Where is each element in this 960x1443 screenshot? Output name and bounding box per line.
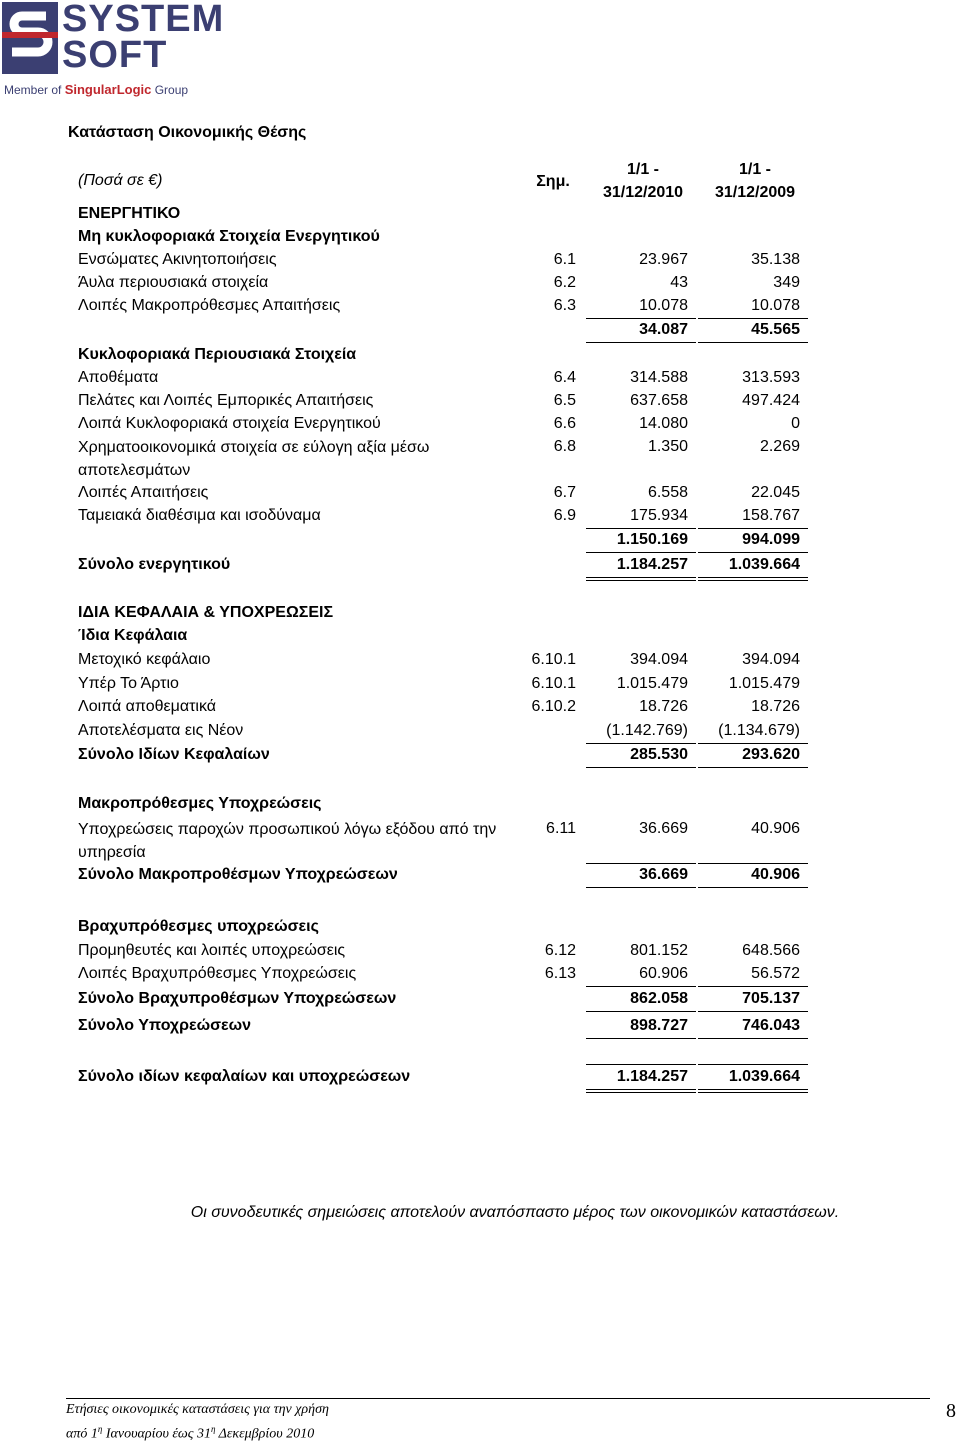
row-value-2010: 1.150.169 <box>616 531 688 548</box>
rule <box>698 577 808 578</box>
subsection-heading-current-liabilities <box>78 916 818 938</box>
total-row-liabilities <box>78 1015 818 1037</box>
rule <box>586 887 696 888</box>
row-value-2009: 40.906 <box>751 820 800 837</box>
footer-line-2-pre: από 1 <box>66 1426 98 1442</box>
table-row <box>78 272 818 294</box>
row-label: Άυλα περιουσιακά στοιχεία <box>78 274 269 291</box>
row-label: Χρηματοοικονομικά στοιχεία σε εύλογη αξία μέσω αποτελεσμάτων <box>78 439 430 479</box>
total-row-assets <box>78 554 818 576</box>
rule <box>586 986 696 987</box>
row-label: Σύνολο Ιδίων Κεφαλαίων <box>78 746 270 763</box>
row-note: 6.12 <box>544 942 576 959</box>
subsection-heading-noncurrent-assets <box>78 226 818 248</box>
row-value-2009: 1.039.664 <box>728 556 800 573</box>
row-value-2010: (1.142.769) <box>606 722 688 739</box>
column-2010-header-line1: 1/1 - <box>626 161 659 178</box>
row-note: 6.8 <box>553 438 576 455</box>
footer-sup-1: η <box>97 1424 103 1434</box>
row-label: Λοιπές Απαιτήσεις <box>78 484 209 501</box>
row-value-2009: 40.906 <box>751 866 800 883</box>
table-row <box>78 295 818 317</box>
footer-sup-2: η <box>210 1424 216 1434</box>
row-value-2009: 313.593 <box>742 369 800 386</box>
table-row <box>78 367 818 389</box>
row-label: Αποτελέσματα εις Νέον <box>78 722 244 739</box>
rule <box>698 1089 808 1090</box>
row-value-2009: 349 <box>773 274 800 291</box>
rule <box>586 577 696 578</box>
row-label: Υποχρεώσεις παροχών προσωπικού λόγω εξόδου από την υπηρεσία <box>78 821 497 861</box>
table-row <box>78 673 818 695</box>
row-note: 6.11 <box>546 820 576 837</box>
row-label: Ενσώματες Ακινητοποιήσεις <box>78 251 277 268</box>
table-row <box>78 963 818 985</box>
row-value-2009: 56.572 <box>751 965 800 982</box>
row-note: 6.9 <box>553 507 576 524</box>
row-label: Βραχυπρόθεσμες υποχρεώσεις <box>78 918 319 935</box>
subsection-heading-noncurrent-liabilities <box>78 793 818 815</box>
row-value-2009: 648.566 <box>742 942 800 959</box>
row-note: 6.10.1 <box>531 651 576 668</box>
row-value-2009: 45.565 <box>751 321 800 338</box>
table-row <box>78 696 818 718</box>
footer-line-1: Ετήσιες οικονομικές καταστάσεις για την χρήση <box>66 1402 329 1417</box>
rule <box>698 1011 808 1012</box>
table-row <box>78 940 818 962</box>
row-note: 6.2 <box>553 274 576 291</box>
row-value-2010: 60.906 <box>639 965 688 982</box>
table-row <box>78 390 818 412</box>
section-heading-equity-liabilities <box>78 602 818 624</box>
row-label: Σύνολο Υποχρεώσεων <box>78 1017 252 1034</box>
row-value-2010: 801.152 <box>630 942 688 959</box>
rule <box>586 767 696 768</box>
company-logo <box>0 0 225 104</box>
row-label: Μακροπρόθεσμες Υποχρεώσεις <box>78 795 322 812</box>
logo-word-soft: SOFT <box>62 34 168 76</box>
total-row-current-liabilities <box>78 988 818 1010</box>
row-value-2009: 705.137 <box>742 990 800 1007</box>
subsection-heading-current-assets <box>78 344 818 366</box>
row-value-2010: 10.078 <box>639 297 688 314</box>
subsection-heading-equity <box>78 625 818 647</box>
rule <box>698 552 808 553</box>
rule <box>586 1064 696 1065</box>
rule <box>586 342 696 343</box>
row-value-2009: 2.269 <box>759 438 800 455</box>
table-row <box>78 818 818 861</box>
row-label: Λοιπά Κυκλοφοριακά στοιχεία Ενεργητικού <box>78 415 381 432</box>
rule <box>698 887 808 888</box>
row-value-2009: (1.134.679) <box>718 722 800 739</box>
rule <box>586 1089 696 1090</box>
row-value-2009: 0 <box>791 415 800 432</box>
logo-member-brand: SingularLogic <box>64 82 152 97</box>
row-value-2009: 1.015.479 <box>728 675 800 692</box>
footer-divider <box>66 1398 930 1399</box>
row-label: Σύνολο Μακροπροθέσμων Υποχρεώσεων <box>78 866 398 883</box>
row-value-2009: 1.039.664 <box>728 1068 800 1085</box>
footer-line-2-post: Δεκεμβρίου 2010 <box>215 1426 315 1442</box>
rule <box>698 1038 808 1039</box>
row-value-2010: 1.015.479 <box>616 675 688 692</box>
row-label: ΙΔΙΑ ΚΕΦΑΛΑΙΑ & ΥΠΟΧΡΕΩΣΕΙΣ <box>78 604 334 621</box>
row-value-2010: 1.184.257 <box>616 556 688 573</box>
subtotal-row-current-assets <box>78 529 818 551</box>
column-2009-header <box>702 158 808 204</box>
rule <box>698 1092 808 1093</box>
rule <box>586 580 696 581</box>
row-label: ΕΝΕΡΓΗΤΙΚΟ <box>78 205 181 222</box>
row-note: 6.13 <box>544 965 576 982</box>
row-label: Μη κυκλοφοριακά Στοιχεία Ενεργητικού <box>78 228 380 245</box>
column-2009-header-line2: 31/12/2009 <box>714 184 796 201</box>
rule <box>586 1038 696 1039</box>
row-label: Λοιπές Μακροπρόθεσμες Απαιτήσεις <box>78 297 341 314</box>
total-row-equity <box>78 744 818 766</box>
rule <box>698 767 808 768</box>
table-row <box>78 413 818 435</box>
footer-line-2-mid: Ιανουαρίου έως 31 <box>102 1426 211 1442</box>
row-value-2010: 1.184.257 <box>616 1068 688 1085</box>
footer-line-2 <box>66 1424 314 1443</box>
row-value-2010: 175.934 <box>630 507 688 524</box>
logo-word-system: SYSTEM <box>62 0 225 40</box>
row-value-2010: 394.094 <box>630 651 688 668</box>
row-value-2010: 1.350 <box>647 438 688 455</box>
column-2010-header-line2: 31/12/2010 <box>602 184 684 201</box>
system-soft-logo-icon <box>2 2 58 74</box>
row-note: 6.4 <box>553 369 576 386</box>
row-value-2009: 293.620 <box>742 746 800 763</box>
table-row <box>78 649 818 671</box>
logo-member-prefix: Member of <box>4 83 62 97</box>
row-label: Κυκλοφοριακά Περιουσιακά Στοιχεία <box>78 346 357 363</box>
table-row <box>78 249 818 271</box>
row-value-2010: 18.726 <box>639 698 688 715</box>
row-note: 6.6 <box>553 415 576 432</box>
row-value-2010: 314.588 <box>630 369 688 386</box>
page-title: Κατάσταση Οικονομικής Θέσης <box>68 124 307 141</box>
note-column-header: Σημ. <box>536 173 570 190</box>
row-value-2010: 898.727 <box>630 1017 688 1034</box>
row-value-2009: 158.767 <box>742 507 800 524</box>
row-value-2010: 637.658 <box>630 392 688 409</box>
page-number: 8 <box>946 1400 956 1422</box>
rule <box>586 1092 696 1093</box>
row-label: Αποθέματα <box>78 369 159 386</box>
row-value-2009: 394.094 <box>742 651 800 668</box>
row-label: Λοιπά αποθεματικά <box>78 698 217 715</box>
row-value-2010: 862.058 <box>630 990 688 1007</box>
rule <box>586 1011 696 1012</box>
logo-member-suffix: Group <box>154 83 189 97</box>
table-row <box>78 505 818 527</box>
row-note: 6.10.2 <box>531 698 576 715</box>
rule <box>698 342 808 343</box>
rule <box>698 1064 808 1065</box>
table-row <box>78 436 818 479</box>
row-label: Ίδια Κεφάλαια <box>78 627 188 644</box>
rule <box>698 580 808 581</box>
row-note: 6.5 <box>553 392 576 409</box>
row-value-2010: 23.967 <box>639 251 688 268</box>
rule <box>698 986 808 987</box>
row-value-2009: 22.045 <box>751 484 800 501</box>
footnote: Οι συνοδευτικές σημειώσεις αποτελούν αναπόσπαστο μέρος των οικονομικών καταστάσεων. <box>190 1204 840 1221</box>
row-value-2010: 36.669 <box>639 820 688 837</box>
column-2009-header-line1: 1/1 - <box>738 161 771 178</box>
row-value-2009: 35.138 <box>751 251 800 268</box>
row-label: Πελάτες και Λοιπές Εμπορικές Απαιτήσεις <box>78 392 374 409</box>
row-label: Μετοχικό κεφάλαιο <box>78 651 211 668</box>
subtotal-row-noncurrent-assets <box>78 319 818 341</box>
row-value-2010: 285.530 <box>630 746 688 763</box>
section-heading-assets <box>78 203 818 225</box>
row-value-2010: 6.558 <box>647 484 688 501</box>
row-value-2010: 14.080 <box>639 415 688 432</box>
row-value-2009: 994.099 <box>742 531 800 548</box>
row-label: Προμηθευτές και λοιπές υποχρεώσεις <box>78 942 346 959</box>
table-row <box>78 720 818 742</box>
grand-total-row <box>78 1066 818 1088</box>
row-value-2009: 18.726 <box>751 698 800 715</box>
row-label: Σύνολο ενεργητικού <box>78 556 231 573</box>
row-value-2010: 34.087 <box>639 321 688 338</box>
row-value-2009: 746.043 <box>742 1017 800 1034</box>
rule <box>586 552 696 553</box>
row-note: 6.1 <box>553 251 576 268</box>
row-value-2010: 36.669 <box>639 866 688 883</box>
row-label: Υπέρ Το Άρτιο <box>78 675 179 692</box>
table-row <box>78 482 818 504</box>
currency-label: (Ποσά σε €) <box>78 172 163 189</box>
row-label: Σύνολο ιδίων κεφαλαίων και υποχρεώσεων <box>78 1068 411 1085</box>
row-label: Σύνολο Βραχυπροθέσμων Υποχρεώσεων <box>78 990 397 1007</box>
row-label: Λοιπές Βραχυπρόθεσμες Υποχρεώσεις <box>78 965 357 982</box>
row-value-2010: 43 <box>670 274 688 291</box>
row-note: 6.3 <box>553 297 576 314</box>
logo-member-line <box>4 82 188 97</box>
row-value-2009: 10.078 <box>751 297 800 314</box>
total-row-noncurrent-liabilities <box>78 864 818 886</box>
row-label: Ταμειακά διαθέσιμα και ισοδύναμα <box>78 507 321 524</box>
row-value-2009: 497.424 <box>742 392 800 409</box>
column-2010-header <box>590 158 696 204</box>
row-note: 6.7 <box>553 484 576 501</box>
row-note: 6.10.1 <box>531 675 576 692</box>
